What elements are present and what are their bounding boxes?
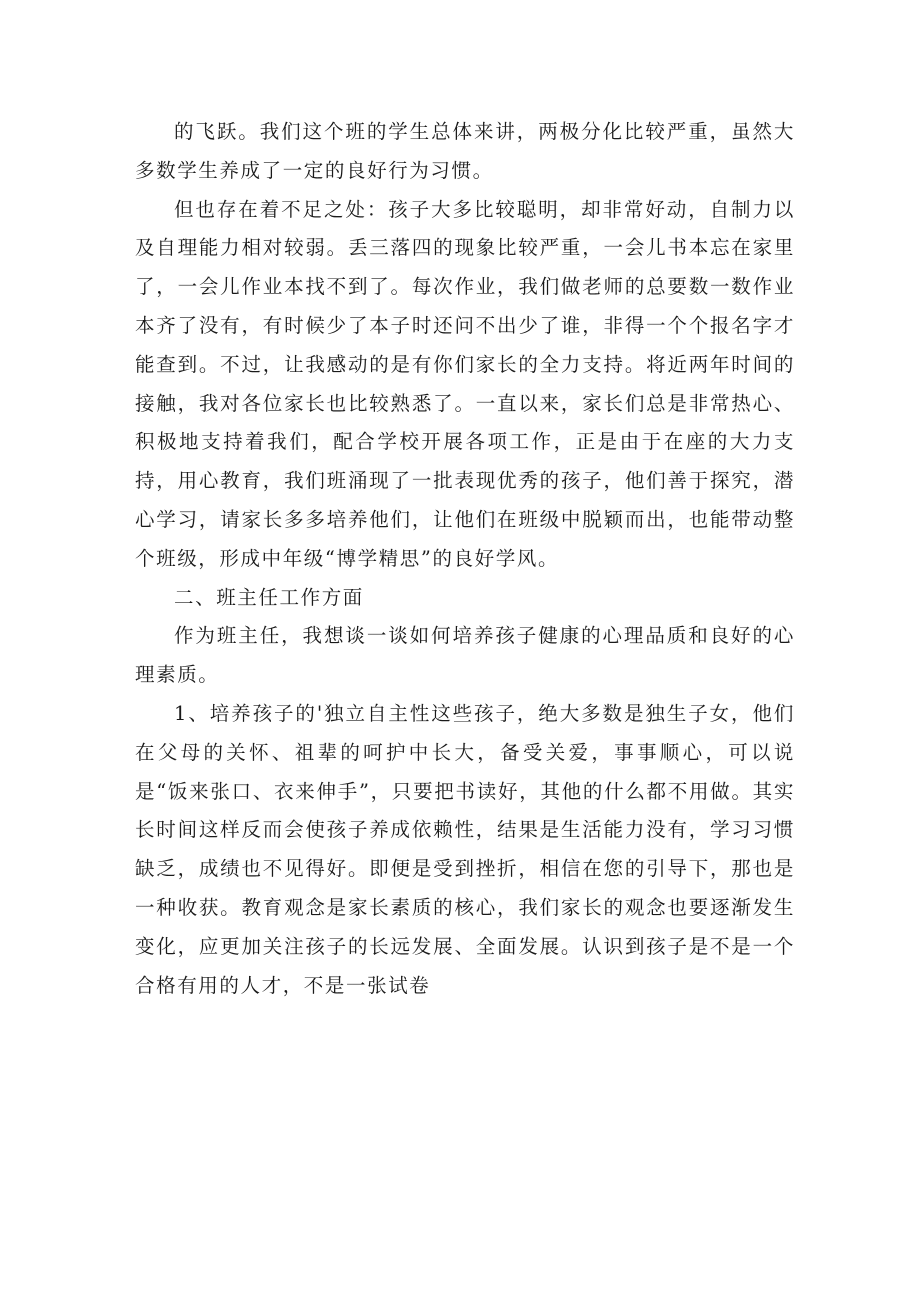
document-body (135, 113, 795, 1005)
section-heading: 二、班主任工作方面 (174, 585, 364, 609)
paragraph-2: 但也存在着不足之处：孩子大多比较聪明，却非常好动，自制力以及自理能力相对较弱。丢三落四的现象比较严重，一会儿书本忘在家里了，一会儿作业本找不到了。每次作业，我们做老师的总要数一数作业本齐了没有，有时候少了本子时还问不出少了谁，非得一个个报名字才能查到。不过，让我感动的是有你们家长的全力支持。将近两年时间的接触，我对各位家长也比较熟悉了。一直以来，家长们总是非常热心、积极地支持着我们，配合学校开展各项工作，正是由于在座的大力支持，用心教育，我们班涌现了一批表现优秀的孩子，他们善于探究，潜心学习，请家长多多培养他们，让他们在班级中脱颖而出，也能带动整个班级，形成中年级“博学精思”的良好学风。 (135, 197, 795, 570)
paragraph-3: 作为班主任，我想谈一谈如何培养孩子健康的心理品质和良好的心理素质。 (135, 624, 795, 687)
paragraph-4: 1、培养孩子的'独立自主性这些孩子，绝大多数是独生子女，他们在父母的关怀、祖辈的呵护中长大，备受关爱，事事顺心，可以说是“饭来张口、衣来伸手”，只要把书读好，其他的什么都不用做。其实长时间这样反而会使孩子养成依赖性，结果是生活能力没有，学习习惯缺乏，成绩也不见得好。即便是受到挫折，相信在您的引导下，那也是一种收获。教育观念是家长素质的核心，我们家长的观念也要逐渐发生变化，应更加关注孩子的长远发展、全面发展。认识到孩子是不是一个合格有用的人才，不是一张试卷 (135, 701, 795, 997)
paragraph-1: 的飞跃。我们这个班的学生总体来讲，两极分化比较严重，虽然大多数学生养成了一定的良好行为习惯。 (135, 120, 795, 182)
